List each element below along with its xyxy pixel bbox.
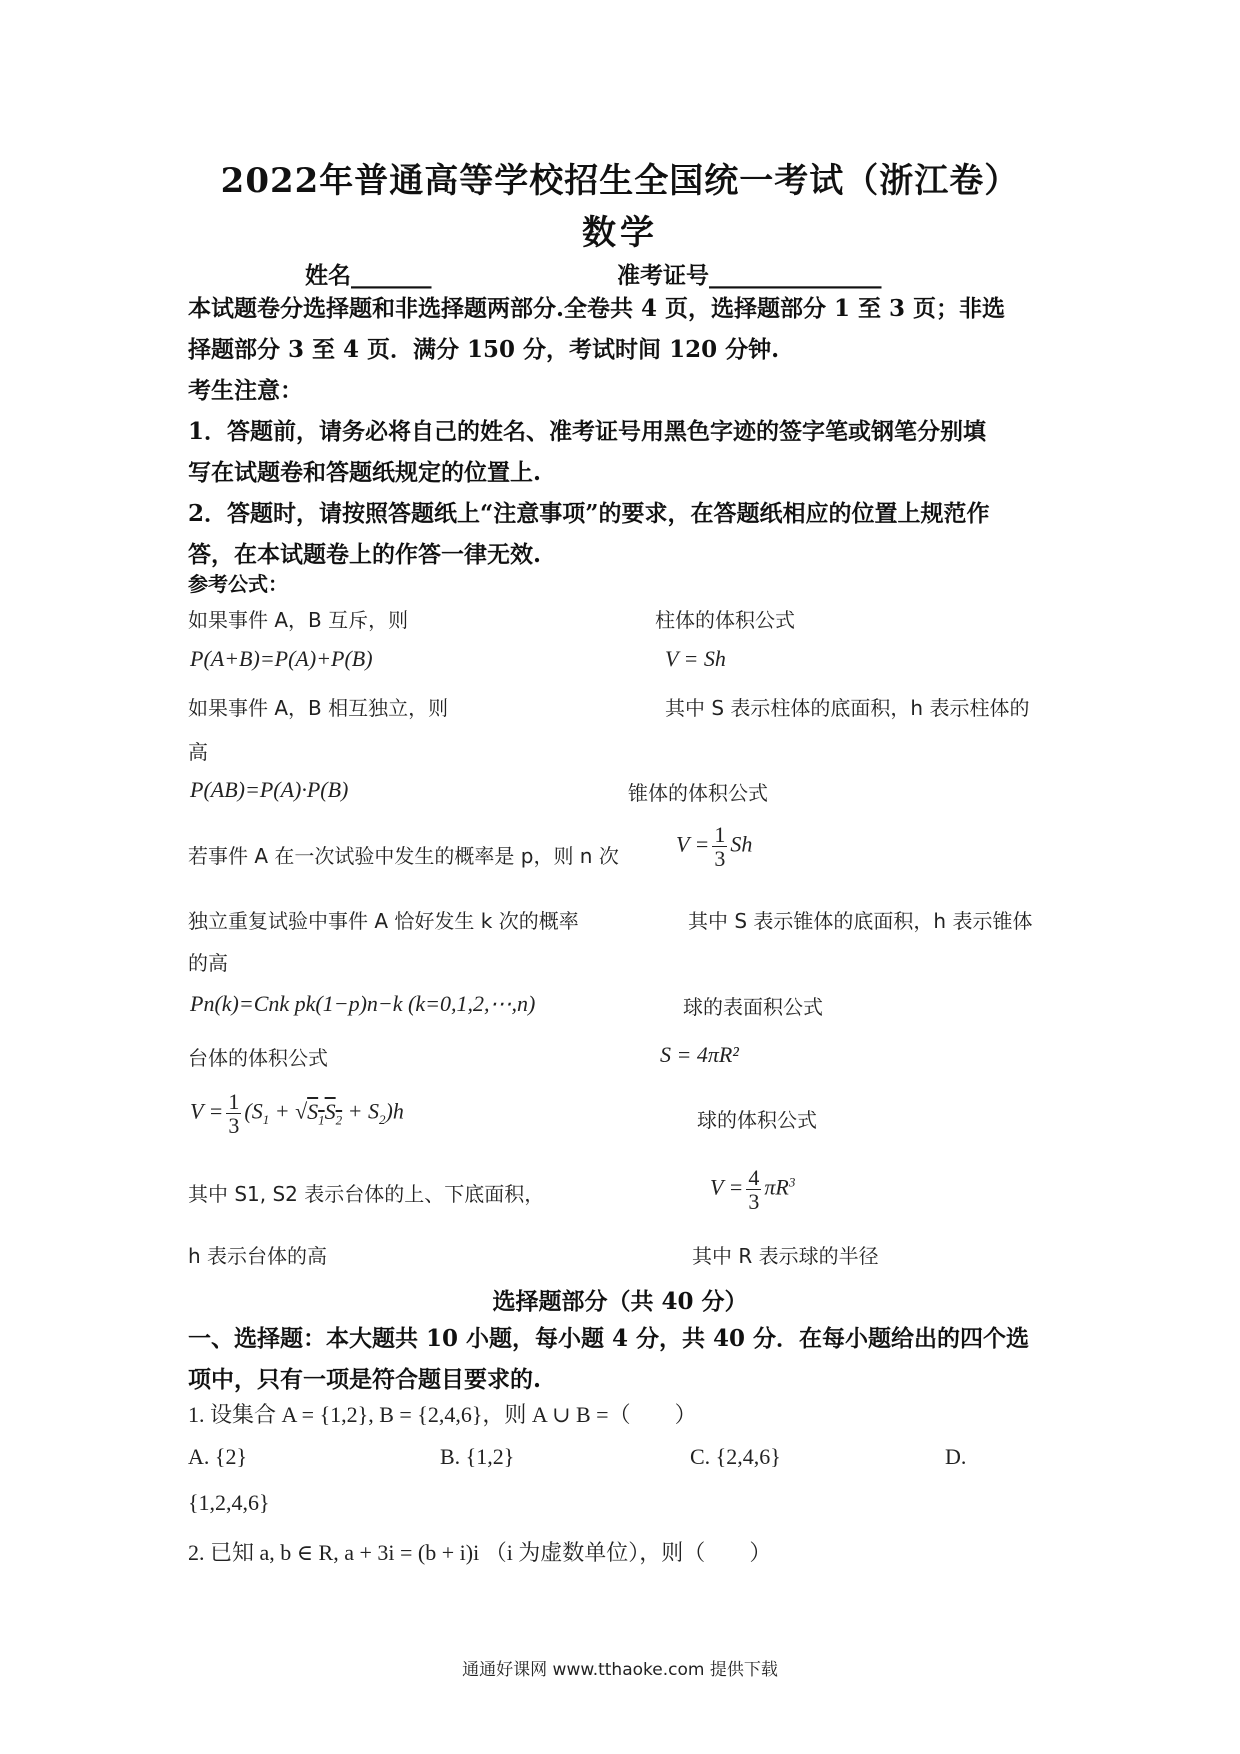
formula: P(A+B)=P(A)+P(B)	[190, 646, 373, 671]
formula-label: 若事件 A 在一次试验中发生的概率是 p，则 n 次	[188, 844, 619, 868]
question-2-stem: 2. 已知 a, b ∈ R, a + 3i = (b + i)i （i 为虚数单位），则（ ）	[188, 1540, 772, 1565]
formula-label: 球的体积公式	[697, 1108, 817, 1132]
fraction: $\frac{1}{3}$	[714, 822, 726, 872]
formula-label: 其中 R 表示球的半径	[692, 1244, 879, 1268]
q1-option-a: A. {2}	[188, 1444, 248, 1469]
reference-formulas-title: 参考公式：	[188, 572, 288, 596]
name-field-label: 姓名_______	[305, 262, 432, 289]
formula-label: h 表示台体的高	[188, 1244, 328, 1268]
notice-item: 2．答题时，请按照答题纸上“注意事项”的要求，在答题纸相应的位置上规范作	[188, 500, 990, 527]
notice-item: 答，在本试题卷上的作答一律无效.	[188, 541, 542, 568]
formula-label: 柱体的体积公式	[655, 608, 795, 632]
instruction-line: 一、选择题：本大题共 10 小题，每小题 4 分，共 40 分．在每小题给出的四个选	[188, 1325, 1030, 1352]
frustum-volume-formula: V = $\frac{1}{3}$ $(S_1 + √S_1S_2 + S_2)h$	[190, 1089, 404, 1139]
formula-label: 高	[188, 740, 208, 764]
formula: V = Sh	[665, 646, 726, 671]
section-instructions	[188, 1318, 1068, 1400]
notice-title: 考生注意：	[188, 377, 303, 404]
instruction-line: 项中，只有一项是符合题目要求的.	[188, 1366, 542, 1393]
fraction: $\frac{1}{3}$	[228, 1089, 240, 1139]
formula-label: 其中 S 表示锥体的底面积，h 表示锥体	[688, 909, 1033, 933]
formula-label: 球的表面积公式	[683, 995, 823, 1019]
question-1-stem: 1. 设集合 A = {1,2}, B = {2,4,6}，则 A ∪ B =（ ）	[188, 1402, 697, 1427]
formula-label: 如果事件 A，B 相互独立，则	[188, 696, 449, 720]
formula: S = 4πR²	[660, 1042, 739, 1067]
intro-line: 择题部分 3 至 4 页．满分 150 分，考试时间 120 分钟.	[188, 336, 780, 363]
q1-option-d: D.	[945, 1444, 967, 1469]
formula-label: 如果事件 A，B 互斥，则	[188, 608, 409, 632]
formula-label: 其中 S 表示柱体的底面积，h 表示柱体的	[665, 696, 1030, 720]
section-title: 选择题部分（共 40 分）	[492, 1288, 748, 1315]
formula-label: 台体的体积公式	[188, 1046, 328, 1070]
exam-title: 2022年普通高等学校招生全国统一考试（浙江卷）	[220, 161, 1020, 201]
intro-text	[188, 288, 1068, 575]
intro-line: 本试题卷分选择题和非选择题两部分.全卷共 4 页，选择题部分 1 至 3 页；非选	[188, 295, 1006, 322]
formula-label: 其中 S1, S2 表示台体的上、下底面积，	[188, 1182, 545, 1206]
notice-item: 1．答题前，请务必将自己的姓名、准考证号用黑色字迹的签字笔或钢笔分别填	[188, 418, 987, 445]
candidate-id-label: 准考证号_______________	[617, 262, 882, 289]
formula: P(AB)=P(A)·P(B)	[190, 777, 349, 802]
formula-label: 的高	[188, 951, 228, 975]
cone-volume-formula: V = $\frac{1}{3}$ Sh	[676, 822, 753, 872]
q1-option-c: C. {2,4,6}	[690, 1444, 781, 1469]
exam-subject: 数学	[582, 213, 658, 253]
formula-label: 锥体的体积公式	[628, 781, 768, 805]
notice-item: 写在试题卷和答题纸规定的位置上.	[188, 459, 542, 486]
fraction: $\frac{4}{3}$	[748, 1165, 760, 1215]
q1-option-b: B. {1,2}	[440, 1444, 515, 1469]
formula-label: 独立重复试验中事件 A 恰好发生 k 次的概率	[188, 909, 579, 933]
formula: Pn(k)=Cnk pk(1−p)n−k (k=0,1,2,⋯,n)	[190, 991, 536, 1016]
q1-option-d-value: {1,2,4,6}	[188, 1490, 270, 1515]
page-footer: 通通好课网 www.tthaoke.com 提供下载	[462, 1660, 778, 1680]
sphere-volume-formula: V = $\frac{4}{3}$ $\pi R^3$	[710, 1165, 796, 1215]
